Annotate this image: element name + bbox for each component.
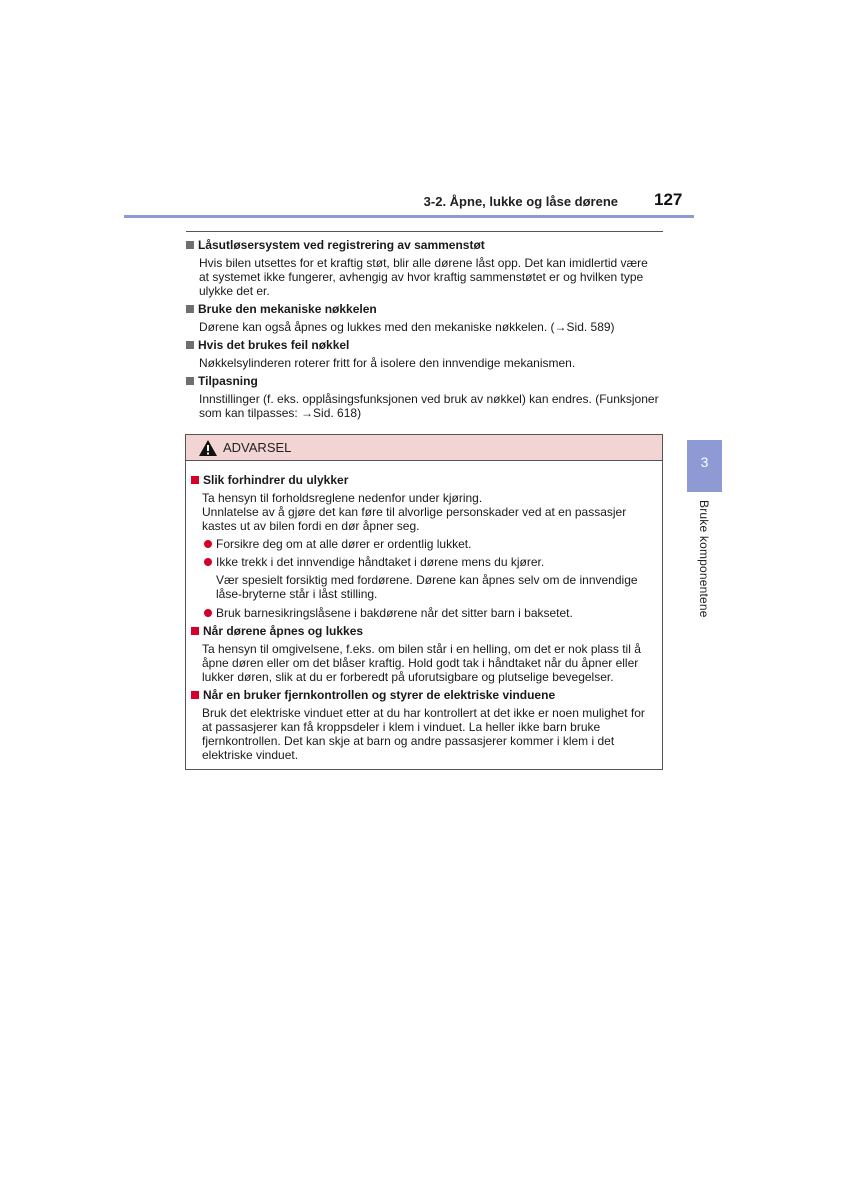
section-body: Nøkkelsylinderen roterer fritt for å isolere den innvendige mekanismen.	[199, 356, 576, 370]
red-square-icon	[191, 627, 199, 635]
square-bullet-icon	[186, 341, 194, 349]
red-square-icon	[191, 476, 199, 484]
warning-section-title: Når en bruker fjernkontrollen og styrer de elektriske vinduene	[203, 688, 556, 702]
red-square-icon	[191, 691, 199, 699]
warning-header	[186, 435, 662, 461]
warning-section-body: Bruk det elektriske vinduet etter at du har kontrollert at det ikke er noen mulighet for at passasjerer kan få kroppsdeler i klem i vinduet. La heller ikke barn bruke fjernkontrollen. Det kan skje at barn og andre passasjerer kommer i klem i det elektriske vinduet.	[202, 706, 645, 762]
chapter-tab-number: 3	[700, 454, 709, 470]
warning-section-body: Ta hensyn til omgivelsene, f.eks. om bilen står i en helling, om det er nok plass til å åpne døren eller om det blåser kraftig. Hold godt tak i håndtaket når du åpner eller lukker døren, slik at du er forberedt på uforutsigbare og plutselige bevegelser.	[202, 642, 641, 684]
section-body: Dørene kan også åpnes og lukkes med den mekaniske nøkkelen. (→Sid. 589)	[199, 320, 615, 334]
section-heading	[186, 374, 660, 388]
chapter-title: 3-2. Åpne, lukke og låse dørene	[423, 194, 618, 209]
warning-bullet	[202, 606, 654, 620]
warning-section-title: Slik forhindrer du ulykker	[203, 473, 349, 487]
warning-bullet-text: Ikke trekk i det innvendige håndtaket i dørene mens du kjører.	[216, 555, 545, 569]
chapter-tab	[687, 440, 722, 492]
warning-bullet-text: Forsikre deg om at alle dører er ordentlig lukket.	[216, 537, 472, 551]
warning-intro-line: Ta hensyn til forholdsreglene nedenfor under kjøring.	[202, 491, 483, 505]
warning-section-title: Når dørene åpnes og lukkes	[203, 624, 364, 638]
warning-box	[185, 434, 663, 770]
content-rule	[186, 231, 663, 232]
red-dot-icon	[204, 558, 212, 566]
section-title: Låsutløsersystem ved registrering av sammenstøt	[198, 238, 485, 252]
warning-section-heading	[191, 688, 654, 702]
warning-section-heading	[191, 624, 654, 638]
square-bullet-icon	[186, 305, 194, 313]
main-content	[186, 238, 660, 424]
warning-bullet-subtext: Vær spesielt forsiktig med fordørene. Dørene kan åpnes selv om de innvendige låse-bryterne står i låst stilling.	[216, 573, 638, 601]
warning-intro-line: Unnlatelse av å gjøre det kan føre til alvorlige personskader ved at en passasjer kastes ut av bilen fordi en dør åpner seg.	[202, 505, 627, 533]
warning-section-heading	[191, 473, 654, 487]
warning-body	[186, 461, 662, 762]
warning-label: ADVARSEL	[223, 440, 292, 455]
section-impact-unlock	[186, 238, 660, 298]
warning-triangle-icon	[198, 439, 218, 457]
section-customization	[186, 374, 660, 420]
header-rule	[124, 215, 694, 218]
section-body: Innstillinger (f. eks. opplåsingsfunksjonen ved bruk av nøkkel) kan endres. (Funksjoner som kan tilpasses: →Sid. 618)	[199, 392, 659, 420]
section-wrong-key	[186, 338, 660, 370]
warning-intro	[202, 491, 654, 533]
page-number: 127	[654, 190, 683, 209]
warning-bullet	[202, 555, 654, 569]
section-title: Bruke den mekaniske nøkkelen	[198, 302, 377, 316]
warning-bullet-text: Bruk barnesikringslåsene i bakdørene når det sitter barn i baksetet.	[216, 606, 573, 620]
section-heading	[186, 302, 660, 316]
section-heading	[186, 238, 660, 252]
section-mechanical-key	[186, 302, 660, 334]
section-title: Tilpasning	[198, 374, 258, 388]
section-heading	[186, 338, 660, 352]
red-dot-icon	[204, 540, 212, 548]
square-bullet-icon	[186, 241, 194, 249]
chapter-tab-label: Bruke komponentene	[697, 500, 711, 618]
red-dot-icon	[204, 609, 212, 617]
section-body: Hvis bilen utsettes for et kraftig støt, blir alle dørene låst opp. Det kan imidlertid være at systemet ikke fungerer, avhengig av hvor kraftig sammenstøtet er og hvilken type ulykke det er.	[199, 256, 648, 298]
section-title: Hvis det brukes feil nøkkel	[198, 338, 350, 352]
square-bullet-icon	[186, 377, 194, 385]
warning-bullet	[202, 537, 654, 551]
